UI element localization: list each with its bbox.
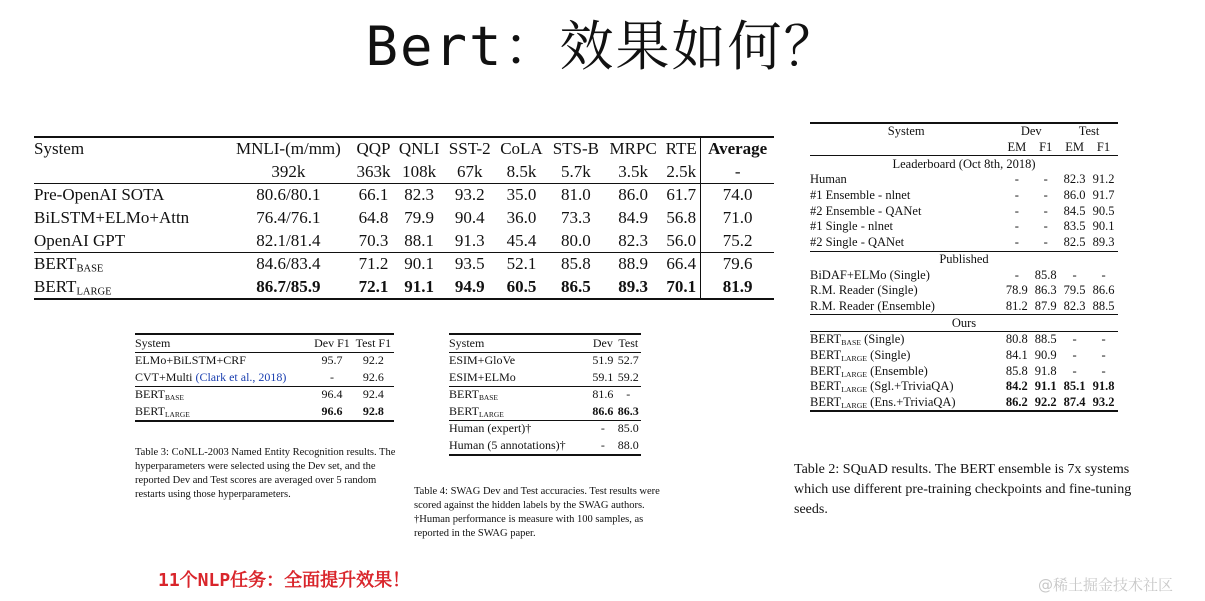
swag-cell: 81.6 [592, 387, 614, 402]
squad-cell: - [1014, 267, 1019, 282]
ner-system: CVT+Multi (Clark et al., 2018) [135, 369, 287, 384]
glue-cell: 56.0 [662, 229, 701, 252]
glue-cell: 91.1 [404, 276, 435, 296]
swag-system: $BERT_{LARGE}$ [449, 403, 504, 419]
squad-cell: 90.9 [1034, 347, 1057, 362]
squad-cell: 87.4 [1063, 395, 1086, 410]
squad-cell: - [1043, 188, 1048, 203]
glue-cell: 90.4 [454, 208, 485, 228]
squad-cell: 85.8 [1005, 363, 1028, 378]
ner-header-system: System [135, 335, 171, 350]
swag-cell: 86.6 [592, 403, 614, 418]
squad-cell: 89.3 [1092, 235, 1115, 250]
squad-cell: 91.7 [1092, 188, 1115, 203]
ner-system: ELMo+BiLSTM+CRF [135, 353, 246, 368]
squad-cell: - [1101, 347, 1106, 362]
glue-cell: 91.3 [454, 230, 485, 250]
glue-header-system: System [34, 139, 85, 159]
glue-cell: 52.1 [506, 254, 537, 274]
table-row [135, 403, 394, 421]
glue-system: BiLSTM+ELMo+Attn [34, 208, 190, 228]
glue-header-row [34, 137, 774, 161]
squad-cell: - [1043, 172, 1048, 187]
swag-system: Human (5 annotations)† [449, 437, 566, 452]
table-row [34, 229, 774, 252]
table-row [810, 283, 1118, 299]
table-row [810, 395, 1118, 412]
glue-size: - [734, 161, 741, 181]
squad-cell: 91.8 [1092, 379, 1115, 394]
glue-header-cola: CoLA [500, 139, 543, 159]
glue-header-qnli: QNLI [398, 139, 440, 159]
squad-cell: - [1014, 188, 1019, 203]
squad-cell: 93.2 [1092, 395, 1115, 410]
glue-cell: 82.1/81.4 [256, 230, 321, 250]
table-row [810, 348, 1118, 364]
glue-size: 5.7k [560, 161, 591, 181]
glue-cell: 66.1 [358, 185, 389, 205]
glue-cell: 74.0 [722, 185, 753, 205]
squad-cell: - [1014, 219, 1019, 234]
squad-subheader: F1 [1039, 140, 1053, 155]
squad-cell: 84.5 [1063, 203, 1086, 218]
squad-cell: 81.2 [1005, 298, 1028, 313]
squad-cell: - [1043, 203, 1048, 218]
glue-size: 8.5k [506, 161, 537, 181]
glue-cell: 89.3 [618, 276, 649, 296]
glue-cell: 86.7/85.9 [256, 276, 321, 296]
squad-cell: 84.1 [1005, 347, 1028, 362]
squad-cell: 86.3 [1034, 283, 1057, 298]
glue-cell: 88.1 [404, 230, 435, 250]
squad-cell: 83.5 [1063, 219, 1086, 234]
glue-header-mnli: MNLI-(m/mm) [235, 139, 341, 159]
glue-cell: 70.3 [358, 230, 389, 250]
swag-header-row [449, 334, 641, 352]
squad-section-header [810, 315, 1118, 332]
swag-cell: 88.0 [617, 437, 639, 452]
swag-header-test: Test [618, 335, 639, 350]
table3-caption: Table 3: CoNLL-2003 Named Entity Recognition results. The hyperparameters were selected using the Dev set, and the reported Dev and Test scores are averaged over 5 random restarts using those hyperparameters. [135, 447, 396, 500]
glue-system: $BERT_{BASE}$ [34, 254, 104, 275]
glue-cell: 56.8 [662, 207, 701, 230]
glue-cell: 81.9 [722, 276, 753, 296]
squad-cell: 85.8 [1034, 267, 1057, 282]
squad-cell: 85.1 [1063, 379, 1086, 394]
glue-header-qqp: QQP [356, 139, 391, 159]
glue-size: 363k [356, 161, 391, 181]
glue-cell: 84.9 [618, 208, 649, 228]
glue-results-table [34, 136, 774, 300]
squad-system: R.M. Reader (Single) [810, 283, 918, 298]
table-row [810, 235, 1118, 251]
table-row [810, 203, 1118, 219]
squad-subheader-row [810, 140, 1118, 156]
table-row [810, 363, 1118, 379]
glue-cell: 76.4/76.1 [256, 208, 321, 228]
table-row [810, 331, 1118, 347]
squad-cell: 90.5 [1092, 203, 1115, 218]
squad-cell: 84.2 [1005, 379, 1028, 394]
squad-system: BiDAF+ELMo (Single) [810, 267, 930, 282]
squad-subheader: EM [1007, 140, 1027, 155]
glue-cell: 61.7 [662, 184, 701, 207]
squad-cell: 88.5 [1092, 298, 1115, 313]
glue-cell: 79.6 [722, 254, 753, 274]
swag-system: $BERT_{BASE}$ [449, 387, 498, 403]
swag-cell: 59.1 [592, 369, 614, 384]
squad-cell: - [1014, 172, 1019, 187]
squad-results-table [810, 122, 1118, 412]
squad-section-ours: Ours [951, 315, 977, 330]
swag-cell: 59.2 [617, 369, 639, 384]
squad-section-published: Published [939, 251, 989, 266]
squad-system: #2 Single - QANet [810, 235, 905, 250]
squad-subheader: F1 [1096, 140, 1111, 155]
squad-cell: - [1072, 347, 1077, 362]
ner-cell: 95.7 [321, 353, 343, 368]
swag-cell: - [600, 421, 605, 436]
glue-cell: 85.8 [560, 254, 591, 274]
squad-cell: 88.5 [1034, 332, 1057, 347]
swag-cell: - [626, 387, 631, 402]
squad-cell: 87.9 [1034, 298, 1057, 313]
squad-cell: 78.9 [1005, 283, 1028, 298]
ner-header-test: Test F1 [355, 335, 392, 350]
squad-cell: - [1072, 332, 1077, 347]
ner-results-table [135, 333, 394, 422]
squad-cell: 79.5 [1063, 283, 1086, 298]
glue-system: Pre-OpenAI SOTA [34, 185, 165, 205]
table4-caption: Table 4: SWAG Dev and Test accuracies. Test results were scored against the hidden labels by the SWAG authors. †Human performance is measure with 100 samples, as reported in the SWAG paper. [414, 486, 660, 539]
glue-cell: 84.6/83.4 [256, 254, 321, 274]
squad-cell: - [1043, 235, 1048, 250]
table-row [449, 369, 641, 386]
squad-subheader: EM [1065, 140, 1084, 155]
table-row [810, 219, 1118, 235]
squad-header-test: Test [1078, 124, 1100, 139]
glue-cell: 71.0 [722, 208, 753, 228]
table-row [34, 252, 774, 275]
table-row [810, 299, 1118, 315]
glue-cell: 94.9 [454, 276, 485, 296]
squad-header-system: System [887, 124, 925, 139]
squad-cell: 82.5 [1063, 235, 1086, 250]
glue-size: 108k [402, 161, 437, 181]
ner-cell: 92.4 [362, 387, 384, 402]
table-row [810, 267, 1118, 283]
glue-size: 3.5k [618, 161, 649, 181]
squad-cell: 92.2 [1034, 395, 1057, 410]
glue-cell: 93.5 [454, 254, 485, 274]
squad-cell: 86.2 [1005, 395, 1028, 410]
glue-cell: 73.3 [560, 208, 591, 228]
glue-header-rte: RTE [662, 137, 701, 161]
glue-cell: 80.6/80.1 [256, 185, 321, 205]
table-row [810, 172, 1118, 188]
glue-size: 2.5k [662, 161, 701, 184]
glue-cell: 60.5 [506, 276, 537, 296]
glue-size: 392k [271, 161, 306, 181]
table-row [34, 276, 774, 300]
squad-system: #2 Ensemble - QANet [810, 203, 922, 218]
squad-cell: - [1072, 363, 1077, 378]
table-row [810, 188, 1118, 204]
ner-cell: 92.6 [362, 369, 384, 384]
table-row [449, 420, 641, 437]
squad-system: $BERT_{LARGE}$ (Sgl.+TriviaQA) [810, 379, 954, 395]
swag-header-system: System [449, 335, 485, 350]
squad-cell: - [1101, 363, 1106, 378]
glue-cell: 64.8 [358, 208, 389, 228]
glue-size: 67k [456, 161, 483, 181]
swag-cell: - [600, 437, 605, 452]
glue-cell: 66.4 [662, 252, 701, 275]
glue-size-label [34, 161, 224, 184]
swag-cell: 85.0 [617, 421, 639, 436]
swag-header-dev: Dev [592, 335, 613, 350]
ner-system: $BERT_{LARGE}$ [135, 403, 190, 419]
glue-cell: 88.9 [618, 254, 649, 274]
squad-header-dev: Dev [1020, 124, 1042, 139]
ner-cell: 96.4 [321, 387, 343, 402]
glue-cell: 86.0 [618, 185, 649, 205]
squad-system: $BERT_{LARGE}$ (Ensemble) [810, 363, 928, 379]
glue-cell: 81.0 [560, 185, 591, 205]
squad-cell: - [1101, 332, 1106, 347]
squad-section-header [810, 251, 1118, 267]
glue-header-sst2: SST-2 [448, 139, 491, 159]
squad-cell: 91.8 [1034, 363, 1057, 378]
page-title: Bert：效果如何？ [365, 15, 840, 78]
glue-system: $BERT_{LARGE}$ [34, 276, 112, 298]
glue-cell: 70.1 [662, 276, 701, 300]
glue-system: OpenAI GPT [34, 230, 126, 250]
squad-system: #1 Single - nlnet [810, 219, 893, 234]
squad-cell: - [1043, 219, 1048, 234]
glue-cell: 90.1 [404, 254, 435, 274]
squad-system: Human [810, 172, 847, 187]
glue-cell: 82.3 [404, 185, 435, 205]
glue-cell: 45.4 [506, 230, 537, 250]
swag-cell: 51.9 [592, 353, 614, 368]
summary-highlight: 11个NLP任务：全面提升效果！ [158, 570, 411, 591]
squad-cell: - [1014, 203, 1019, 218]
squad-system: #1 Ensemble - nlnet [810, 188, 911, 203]
glue-header-stsb: STS-B [552, 139, 599, 159]
glue-cell: 71.2 [358, 254, 389, 274]
table-row [135, 352, 394, 369]
table-row [135, 369, 394, 386]
squad-cell: 90.1 [1092, 219, 1115, 234]
ner-cell: 92.8 [362, 403, 384, 418]
squad-system: $BERT_{LARGE}$ (Single) [810, 347, 911, 363]
squad-system: $BERT_{LARGE}$ (Ens.+TriviaQA) [810, 395, 956, 410]
table-row [449, 386, 641, 403]
squad-cell: - [1014, 235, 1019, 250]
squad-section-leaderboard: Leaderboard (Oct 8th, 2018) [892, 156, 1036, 171]
table2-caption: Table 2: SQuAD results. The BERT ensemble is 7x systems which use different pre-training checkpoints and fine-tuning seeds. [794, 462, 1132, 517]
swag-results-table [449, 333, 641, 456]
ner-header-dev: Dev F1 [314, 335, 350, 350]
glue-header-mrpc: MRPC [609, 139, 657, 159]
ner-cell: 96.6 [321, 403, 343, 418]
glue-cell: 80.0 [560, 230, 591, 250]
squad-cell: 86.0 [1063, 188, 1086, 203]
watermark: @稀土掘金技术社区 [1038, 576, 1174, 594]
swag-system: ESIM+ELMo [449, 369, 516, 384]
squad-system: R.M. Reader (Ensemble) [810, 298, 935, 313]
squad-cell: - [1072, 267, 1077, 282]
table-row [34, 184, 774, 207]
ner-cell: - [329, 369, 334, 384]
squad-cell: - [1101, 267, 1106, 282]
citation-link[interactable]: (Clark et al., 2018) [195, 369, 287, 384]
squad-cell: 86.6 [1092, 283, 1115, 298]
table-row [449, 403, 641, 420]
table-row [810, 379, 1118, 395]
glue-cell: 82.3 [618, 230, 649, 250]
glue-header-average: Average [708, 139, 768, 159]
squad-system: $BERT_{BASE}$ (Single) [810, 332, 905, 348]
ner-header-row [135, 334, 394, 352]
table-row [449, 352, 641, 369]
swag-system: ESIM+GloVe [449, 353, 516, 368]
squad-cell: 82.3 [1063, 298, 1086, 313]
swag-system: Human (expert)† [449, 421, 532, 436]
glue-cell: 79.9 [404, 208, 435, 228]
table-row [449, 437, 641, 455]
ner-cell: 92.2 [362, 353, 384, 368]
glue-cell: 93.2 [454, 185, 485, 205]
glue-cell: 75.2 [722, 230, 753, 250]
squad-cell: 91.1 [1034, 379, 1057, 394]
glue-cell: 36.0 [506, 208, 537, 228]
table-row [135, 386, 394, 403]
glue-size-row [34, 161, 774, 184]
swag-cell: 86.3 [617, 403, 639, 418]
glue-cell: 86.5 [560, 276, 591, 296]
squad-cell: 80.8 [1005, 332, 1028, 347]
squad-section-header [810, 156, 1118, 172]
squad-header-row [810, 123, 1118, 140]
glue-cell: 72.1 [358, 276, 389, 296]
squad-cell: 82.3 [1063, 172, 1086, 187]
swag-cell: 52.7 [617, 353, 639, 368]
table-row [34, 207, 774, 230]
glue-cell: 35.0 [506, 185, 537, 205]
squad-cell: 91.2 [1092, 172, 1115, 187]
ner-system: $BERT_{BASE}$ [135, 387, 184, 403]
